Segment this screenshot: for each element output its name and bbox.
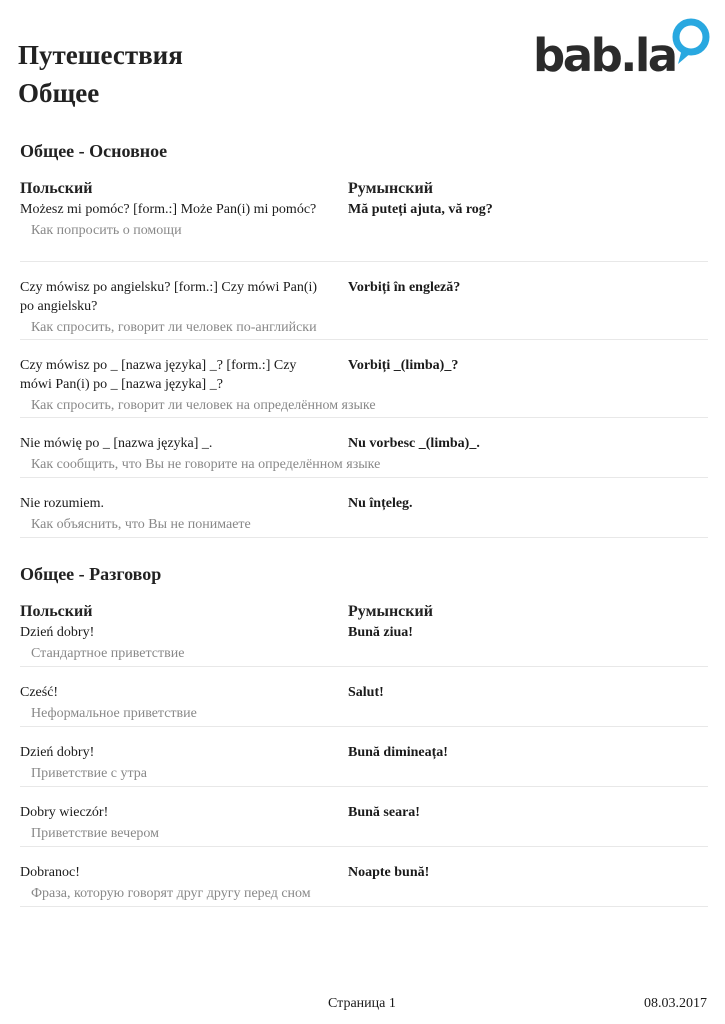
phrase-entry: [20, 743, 708, 787]
phrase-target: Bună ziua!: [348, 625, 413, 640]
phrase-source: Czy mówisz po angielsku? [form.:] Czy mówi Pan(i) po angielsku?: [20, 280, 318, 314]
speech-bubble-icon: [670, 16, 712, 78]
phrase-source: Dobry wieczór!: [20, 805, 109, 820]
phrase-target: Vorbiți în engleză?: [348, 280, 461, 295]
section-general-conversation: [20, 562, 708, 907]
column-header-source: Польский: [20, 603, 93, 620]
phrase-source: Możesz mi pomóc? [form.:] Może Pan(i) mi pomóc?: [20, 202, 317, 217]
column-header-target: Румынский: [348, 603, 433, 620]
phrase-note: Как объяснить, что Вы не понимаете: [31, 517, 251, 532]
phrase-note: Как попросить о помощи: [31, 223, 182, 238]
phrase-source: Nie rozumiem.: [20, 496, 104, 511]
phrase-entry: [20, 356, 708, 418]
section-general-basic: [20, 139, 708, 538]
phrase-entry: [20, 278, 708, 340]
phrase-target: Mă puteți ajuta, vă rog?: [348, 202, 493, 217]
page-number: Страница 1: [328, 996, 396, 1011]
phrase-entry: [20, 200, 708, 262]
phrase-entry: [20, 623, 708, 667]
column-headers: [20, 601, 708, 623]
phrase-source: Czy mówisz po _ [nazwa języka] _? [form.:] Czy mówi Pan(i) po _ [nazwa języka] _?: [20, 358, 297, 392]
phrase-target: Nu înțeleg.: [348, 496, 413, 511]
phrase-note: Неформальное приветствие: [31, 706, 197, 721]
phrase-note: Стандартное приветствие: [31, 646, 185, 661]
phrase-target: Salut!: [348, 685, 384, 700]
babla-logo[interactable]: [533, 16, 713, 86]
phrase-note: Приветствие с утра: [31, 766, 147, 781]
phrase-entry: [20, 803, 708, 847]
phrase-target: Nu vorbesc _(limba)_.: [348, 436, 480, 451]
phrase-note: Как спросить, говорит ли человек по-английски: [31, 320, 317, 335]
phrase-entry: [20, 434, 708, 478]
title-line-2: Общее: [18, 78, 100, 108]
section-heading: Общее - Разговор: [20, 564, 162, 584]
phrase-source: Cześć!: [20, 685, 59, 700]
column-headers: [20, 178, 708, 200]
phrase-note: Как спросить, говорит ли человек на определённом языке: [31, 398, 376, 413]
phrase-target: Vorbiți _(limba)_?: [348, 358, 459, 373]
phrase-source: Dobranoc!: [20, 865, 80, 880]
phrase-note: Как сообщить, что Вы не говорите на определённом языке: [31, 457, 381, 472]
logo-text: bab.la: [533, 29, 676, 82]
phrase-entry: [20, 494, 708, 538]
phrase-entry: [20, 863, 708, 907]
column-header-target: Румынский: [348, 180, 433, 197]
phrase-note: Фраза, которую говорят друг другу перед сном: [31, 886, 311, 901]
title-line-1: Путешествия: [18, 40, 183, 70]
phrase-source: Nie mówię po _ [nazwa języka] _.: [20, 436, 213, 451]
document-date: 08.03.2017: [644, 996, 707, 1011]
phrase-target: Noapte bună!: [348, 865, 430, 880]
column-header-source: Польский: [20, 180, 93, 197]
phrase-source: Dzień dobry!: [20, 625, 95, 640]
phrase-entry: [20, 683, 708, 727]
phrase-note: Приветствие вечером: [31, 826, 160, 841]
phrase-target: Bună dimineața!: [348, 745, 448, 760]
phrase-source: Dzień dobry!: [20, 745, 95, 760]
phrase-target: Bună seara!: [348, 805, 420, 820]
page-title: [18, 36, 183, 112]
section-heading: Общее - Основное: [20, 141, 168, 161]
